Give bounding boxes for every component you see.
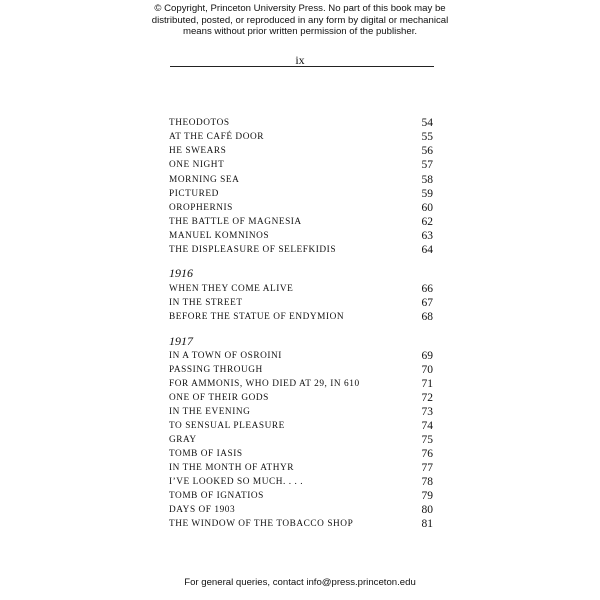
toc-entry [169, 116, 433, 130]
toc-entry-title: MANUEL KOMNINOS [169, 231, 270, 241]
toc-entry-title: THE DISPLEASURE OF SELEFKIDIS [169, 245, 337, 255]
toc-entry [169, 187, 433, 201]
toc-entry-title: GRAY [169, 435, 197, 445]
toc-entry [169, 433, 433, 447]
copyright-line: means without prior written permission of the publisher. [182, 26, 418, 37]
toc-entry-page: 70 [421, 364, 433, 376]
toc-entry [169, 405, 433, 419]
copyright-line: © Copyright, Princeton University Press. No part of this book may be [154, 3, 446, 14]
toc-entry-title: HE SWEARS [169, 146, 227, 156]
toc-entry-title: PASSING THROUGH [169, 365, 263, 375]
footer-contact: For general queries, contact info@press.princeton.edu [184, 577, 416, 588]
toc-entry-page: 69 [421, 350, 433, 362]
copyright-notice [0, 3, 600, 38]
toc-entry [169, 243, 433, 257]
toc-entry-title: BEFORE THE STATUE OF ENDYMION [169, 312, 345, 322]
toc-entry-page: 63 [421, 230, 433, 242]
section-heading: 1917 [169, 334, 193, 348]
toc-entry-page: 73 [421, 406, 433, 418]
toc-entry-page: 79 [421, 490, 433, 502]
toc-entry-title: MORNING SEA [169, 175, 240, 185]
toc-entry-title: AT THE CAFÉ DOOR [169, 132, 264, 142]
toc-entry-page: 57 [421, 159, 433, 171]
toc-entry [169, 447, 433, 461]
toc-entry-page: 67 [421, 297, 433, 309]
toc-entry-page: 78 [421, 476, 433, 488]
toc-entry-title: IN THE EVENING [169, 407, 251, 417]
toc-entry [169, 363, 433, 377]
toc-entry [169, 130, 433, 144]
toc-entry-page: 77 [421, 462, 433, 474]
toc-entry [169, 461, 433, 475]
toc-entry [169, 173, 433, 187]
toc-entry-page: 81 [421, 518, 433, 530]
section-heading: 1916 [169, 266, 193, 280]
header-rule [170, 66, 434, 67]
toc-entry-title: TOMB OF IASIS [169, 449, 243, 459]
toc-entry [169, 282, 433, 296]
toc-entry-page: 76 [421, 448, 433, 460]
toc-entry-title: PICTURED [169, 189, 219, 199]
toc-entry [169, 517, 433, 531]
toc-entry [169, 489, 433, 503]
toc-entry-page: 59 [421, 188, 433, 200]
toc-entry [169, 158, 433, 172]
toc-entry-page: 74 [421, 420, 433, 432]
toc-entry-page: 54 [421, 117, 433, 129]
toc-entry-title: THE WINDOW OF THE TOBACCO SHOP [169, 519, 354, 529]
toc-entry-page: 58 [421, 174, 433, 186]
toc-entry-title: IN THE STREET [169, 298, 243, 308]
toc-entry-title: OROPHERNIS [169, 203, 233, 213]
toc-entry [169, 201, 433, 215]
toc-entry-title: TO SENSUAL PLEASURE [169, 421, 285, 431]
toc-entry-page: 60 [421, 202, 433, 214]
toc-entry-title: TOMB OF IGNATIOS [169, 491, 264, 501]
toc-entry-page: 80 [421, 504, 433, 516]
toc-entry-title: IN THE MONTH OF ATHYR [169, 463, 295, 473]
toc-entry-page: 62 [421, 216, 433, 228]
toc-entry-title: DAYS OF 1903 [169, 505, 236, 515]
toc-entry [169, 503, 433, 517]
toc-entry-page: 56 [421, 145, 433, 157]
toc-entry-page: 66 [421, 283, 433, 295]
toc-entry-title: THE BATTLE OF MAGNESIA [169, 217, 302, 227]
toc-entry [169, 310, 433, 324]
toc-entry-title: THEODOTOS [169, 118, 230, 128]
toc-entry-title: FOR AMMONIS, WHO DIED AT 29, IN 610 [169, 379, 360, 389]
toc-entry [169, 144, 433, 158]
toc-entry [169, 349, 433, 363]
toc-entry [169, 419, 433, 433]
toc-entry [169, 215, 433, 229]
toc-entry-title: IN A TOWN OF OSROINI [169, 351, 282, 361]
toc-entry-title: WHEN THEY COME ALIVE [169, 284, 294, 294]
toc-entry-page: 75 [421, 434, 433, 446]
toc-entry-page: 72 [421, 392, 433, 404]
toc-entry [169, 475, 433, 489]
toc-entry-title: ONE NIGHT [169, 160, 225, 170]
toc-entry [169, 229, 433, 243]
toc-entry [169, 377, 433, 391]
toc-entry-title: I’VE LOOKED SO MUCH. . . . [169, 477, 304, 487]
toc-entry-page: 64 [421, 244, 433, 256]
toc-entry [169, 296, 433, 310]
toc-entry-title: ONE OF THEIR GODS [169, 393, 269, 403]
page-number: ix [295, 53, 305, 67]
toc-entry [169, 391, 433, 405]
toc-entry-page: 71 [421, 378, 433, 390]
toc-entry-page: 55 [421, 131, 433, 143]
copyright-line: distributed, posted, or reproduced in any form by digital or mechanical [151, 14, 449, 26]
toc-entry-page: 68 [421, 311, 433, 323]
